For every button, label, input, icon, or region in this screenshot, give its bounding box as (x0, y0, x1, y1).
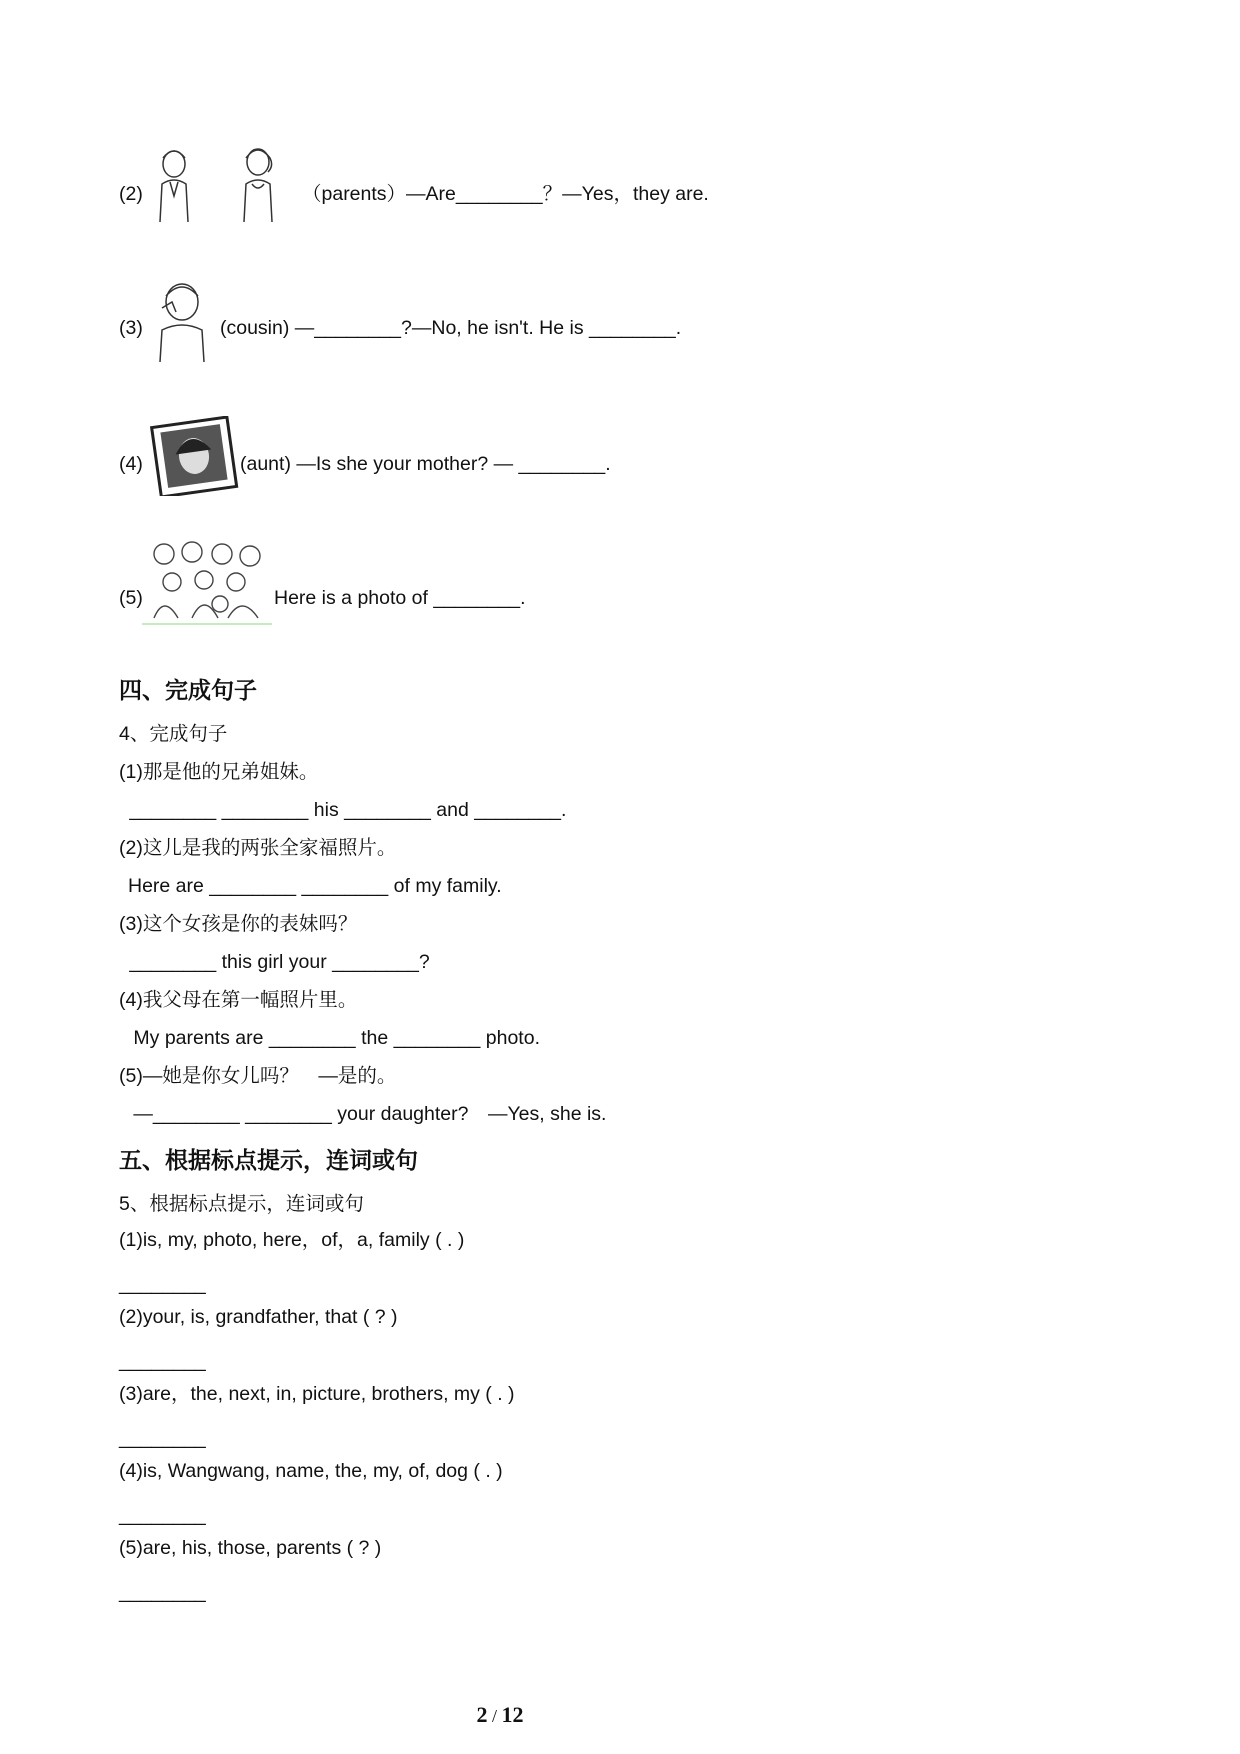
q3-item5-number: (5) (119, 587, 143, 609)
aunt-photo-illustration (146, 416, 242, 496)
section5-item5-blank: ________ (119, 1581, 206, 1603)
section4-item1-answer: ________ ________ his ________ and ________. (124, 799, 567, 821)
q3-item5-text: Here is a photo of ________. (274, 587, 526, 609)
boy-cousin-illustration (150, 278, 210, 364)
q3-item2-number: (2) (119, 183, 143, 205)
q3-item4-text: (aunt) —Is she your mother? — ________. (240, 453, 611, 475)
section4-item1-prompt: (1)那是他的兄弟姐妹。 (119, 761, 319, 783)
section4-intro: 4、完成句子 (119, 723, 228, 745)
section4-item4-answer: My parents are ________ the ________ photo. (128, 1027, 540, 1049)
page-current: 2 (476, 1702, 488, 1727)
section4-item4-prompt: (4)我父母在第一幅照片里。 (119, 989, 358, 1011)
section4-item5-answer: —________ ________ your daughter? —Yes, she is. (128, 1103, 607, 1125)
q3-item3-text: (cousin) —________?—No, he isn't. He is ________. (220, 317, 682, 339)
page-total: 12 (501, 1702, 524, 1727)
section4-item3-answer: ________ this girl your ________? (124, 951, 430, 973)
section5-heading: 五、根据标点提示，连词或句 (119, 1148, 418, 1174)
section4-heading: 四、完成句子 (119, 678, 257, 704)
q3-item2-text: （parents）—Are________？—Yes，they are. (302, 183, 709, 205)
section5-item4-prompt: (4)is, Wangwang, name, the, my, of, dog ( . ) (119, 1460, 503, 1482)
section4-item3-prompt: (3)这个女孩是你的表妹吗？ (119, 913, 358, 935)
father-mother-illustration (146, 144, 282, 224)
section4-item2-prompt: (2)这儿是我的两张全家福照片。 (119, 837, 397, 859)
family-group-illustration (142, 536, 272, 626)
page-separator: / (487, 1706, 502, 1726)
section5-item3-prompt: (3)are，the, next, in, picture, brothers, my ( . ) (119, 1383, 515, 1405)
section5-item3-blank: ________ (119, 1427, 206, 1449)
section5-item1-prompt: (1)is, my, photo, here，of，a, family ( . ) (119, 1229, 465, 1251)
page-number (0, 1702, 1000, 1728)
section4-item5-prompt: (5)—她是你女儿吗？ —是的。 (119, 1065, 397, 1087)
section5-item1-blank: ________ (119, 1273, 206, 1295)
q3-item4-number: (4) (119, 453, 143, 475)
section5-intro: 5、根据标点提示，连词或句 (119, 1193, 364, 1215)
section5-item4-blank: ________ (119, 1504, 206, 1526)
section5-item5-prompt: (5)are, his, those, parents ( ? ) (119, 1537, 382, 1559)
section4-item2-answer: Here are ________ ________ of my family. (128, 875, 502, 897)
q3-item3-number: (3) (119, 317, 143, 339)
section5-item2-prompt: (2)your, is, grandfather, that ( ? ) (119, 1306, 398, 1328)
section5-item2-blank: ________ (119, 1350, 206, 1372)
